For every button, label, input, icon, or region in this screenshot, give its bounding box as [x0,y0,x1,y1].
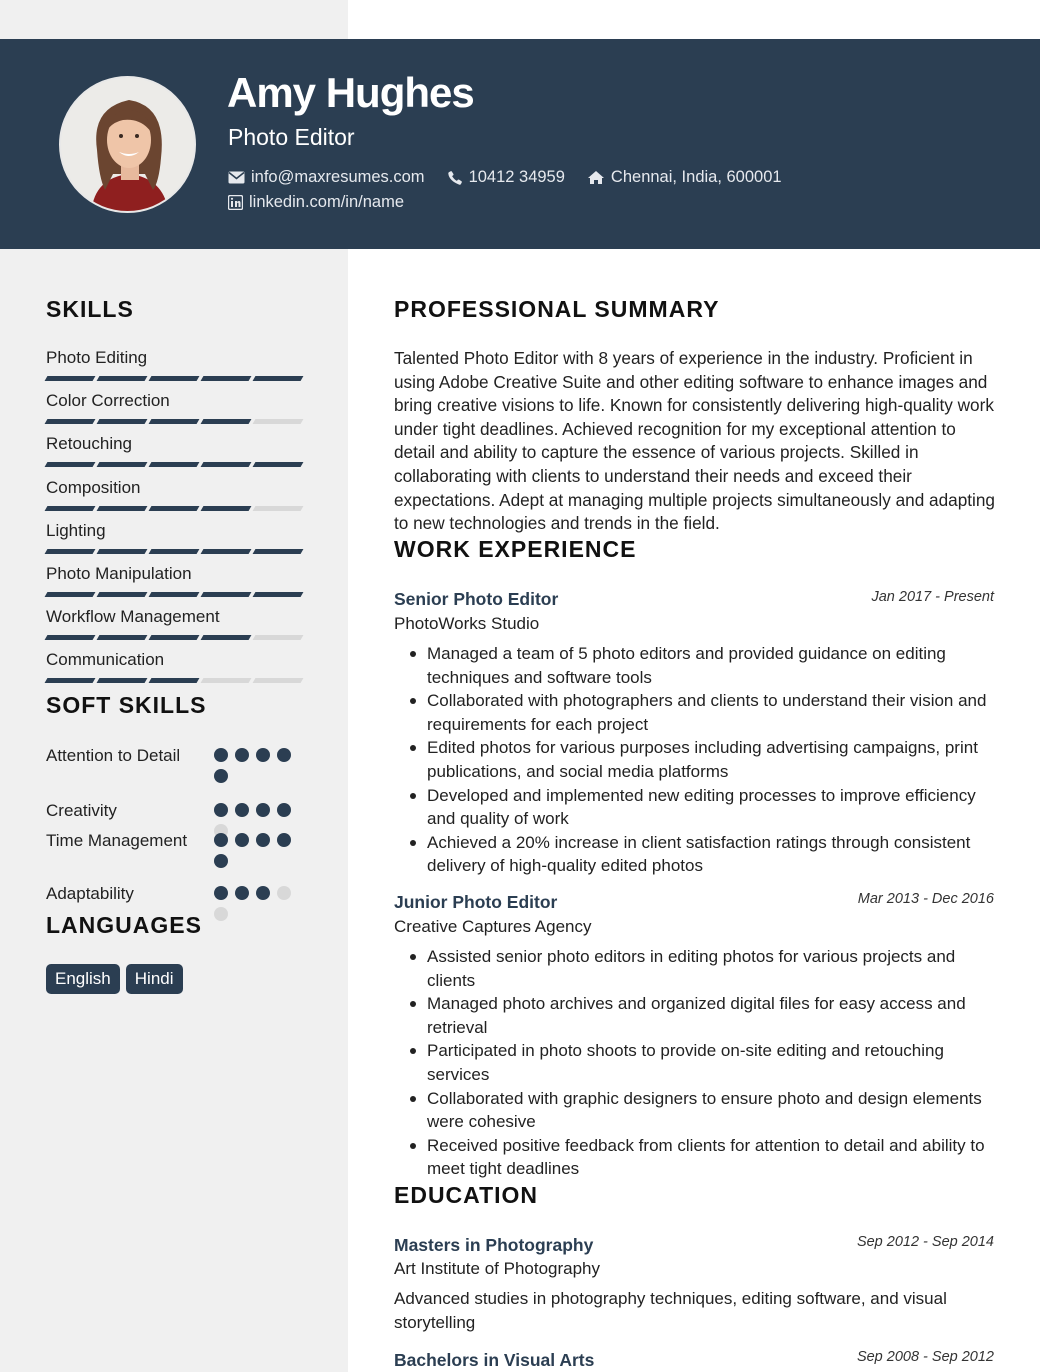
language-tag: Hindi [126,964,183,994]
languages-heading: LANGUAGES [46,912,202,938]
skill-item [46,607,302,640]
skill-level-segment [149,678,200,683]
skill-level-segment [45,506,96,511]
summary-text: Talented Photo Editor with 8 years of experience in the industry. Proficient in using Adobe Creative Suite and other editing software to enhance images and bring creative visions to life. Known for consistently delivering high-quality work under tight deadlines. Achieved recognition for my exceptional attention to detail and ability to capture the essence of various projects. Skilled in collaborating with clients to understand their needs and exceed their expectations. Adept at managing multiple projects simultaneously and adapting to new technologies and trends in the field. [394,348,995,534]
email-text: info@maxresumes.com [251,168,425,186]
school-name: Art Institute of Photography [394,1259,601,1278]
job-bullets [427,642,999,878]
skill-level-segment [201,376,252,381]
bullet-item: Collaborated with photographers and clients to understand their vision and requirements for each project [427,689,999,736]
avatar [59,76,196,213]
skill-item [46,434,302,467]
degree-title: Bachelors in Visual Arts [394,1350,595,1370]
job-title: Senior Photo Editor [394,589,559,609]
skill-level-segment [45,376,96,381]
skill-level-segment [253,376,304,381]
skill-level-segment [253,506,304,511]
skills-heading: SKILLS [46,296,134,322]
skill-level-segment [201,506,252,511]
job-dates: Jan 2017 - Present [871,589,994,605]
candidate-role: Photo Editor [228,124,355,150]
resume-header [0,39,1040,249]
skill-level-segment [201,592,252,597]
skill-item [46,521,302,554]
skill-level-bar [46,419,302,424]
skill-name: Lighting [46,520,106,540]
languages-list [46,964,183,994]
profile-photo [61,78,196,213]
bullet-item: Managed a team of 5 photo editors and provided guidance on editing techniques and software tools [427,642,999,689]
soft-skill-item [46,799,296,823]
job-company: PhotoWorks Studio [394,614,540,633]
skill-level-bar [46,376,302,381]
skill-name: Retouching [46,434,133,454]
skill-level-segment [201,549,252,554]
contact-phone[interactable] [447,168,565,187]
bullet-item: Achieved a 20% increase in client satisfaction ratings through consistent delivery of high-quality edited photos [427,831,999,878]
skill-level-segment [201,635,252,640]
skill-level-segment [253,549,304,554]
skill-level-segment [253,592,304,597]
skill-level-segment [45,462,96,467]
skill-level-bar [46,506,302,511]
job-bullets [427,945,999,1181]
rating-dot [235,886,249,900]
rating-dot [214,854,228,868]
envelope-icon [228,171,245,184]
address-text: Chennai, India, 600001 [610,168,782,186]
phone-text: 10412 34959 [468,168,565,186]
skill-level-bar [46,549,302,554]
soft-skill-item [46,829,296,853]
skill-name: Color Correction [46,391,170,411]
rating-dot [277,748,291,762]
rating-dot [256,748,270,762]
skill-level-segment [45,592,96,597]
contact-row-primary [228,168,804,187]
skill-level-segment [97,506,148,511]
degree-dates: Sep 2008 - Sep 2012 [856,1349,994,1365]
soft-skill-name: Creativity [46,801,117,820]
degree-dates: Sep 2012 - Sep 2014 [856,1234,994,1250]
bullet-item: Collaborated with graphic designers to ensure photo and design elements were cohesive [427,1087,999,1134]
bullet-item: Participated in photo shoots to provide on-site editing and retouching services [427,1039,999,1086]
rating-dot [235,833,249,847]
skill-name: Composition [46,477,141,497]
soft-skill-rating [214,748,294,783]
skill-item [46,391,302,424]
skill-level-bar [46,678,302,683]
soft-skill-item [46,882,296,906]
skill-level-segment [97,635,148,640]
skill-name: Workflow Management [46,607,220,627]
bullet-item: Edited photos for various purposes including advertising campaigns, print publications, and social media platforms [427,736,999,783]
soft-skill-name: Attention to Detail [46,746,181,765]
skill-level-segment [45,419,96,424]
rating-dot [214,907,228,921]
rating-dot [277,833,291,847]
skill-item [46,650,302,683]
skill-level-segment [253,419,304,424]
job-dates: Mar 2013 - Dec 2016 [857,891,994,907]
bullet-item: Managed photo archives and organized digital files for easy access and retrieval [427,992,999,1039]
skill-item [46,348,302,381]
soft-skill-item [46,744,296,768]
job-company: Creative Captures Agency [394,917,592,936]
skill-item [46,478,302,511]
skill-level-segment [149,592,200,597]
contact-linkedin[interactable] [228,193,404,212]
skill-level-segment [97,678,148,683]
skill-level-bar [46,462,302,467]
skill-level-segment [45,678,96,683]
soft-skills-heading: SOFT SKILLS [46,692,207,718]
skill-level-segment [253,635,304,640]
skill-level-segment [253,678,304,683]
skill-level-segment [201,678,252,683]
skill-level-segment [149,462,200,467]
soft-skill-rating [214,886,294,921]
skill-level-segment [201,419,252,424]
contact-address [587,168,782,187]
skill-level-segment [149,376,200,381]
soft-skill-name: Adaptability [46,884,134,903]
skill-level-segment [253,462,304,467]
skill-level-segment [97,419,148,424]
skill-level-segment [149,549,200,554]
rating-dot [277,886,291,900]
skill-level-segment [149,506,200,511]
skill-level-segment [97,462,148,467]
skill-level-segment [149,635,200,640]
soft-skill-name: Time Management [46,831,188,850]
degree-description: Advanced studies in photography techniques, editing software, and visual storytelling [394,1289,947,1332]
rating-dot [214,748,228,762]
soft-skill-rating [214,833,294,868]
skill-name: Communication [46,650,165,670]
phone-icon [447,170,463,186]
bullet-item: Assisted senior photo editors in editing photos for various projects and clients [427,945,999,992]
linkedin-text: linkedin.com/in/name [249,193,404,211]
rating-dot [235,803,249,817]
rating-dot [256,886,270,900]
candidate-name: Amy Hughes [227,69,474,116]
education-heading: EDUCATION [394,1182,539,1208]
bullet-item: Developed and implemented new editing processes to improve efficiency and quality of work [427,784,999,831]
skill-level-segment [201,462,252,467]
skill-level-segment [97,376,148,381]
rating-dot [214,769,228,783]
rating-dot [214,833,228,847]
rating-dot [214,886,228,900]
contact-row-secondary [228,193,426,212]
skill-item [46,564,302,597]
language-tag: English [46,964,120,994]
job-title: Junior Photo Editor [394,892,558,912]
linkedin-icon [228,195,243,210]
skill-level-segment [97,549,148,554]
bullet-item: Received positive feedback from clients for attention to detail and ability to meet tight deadlines [427,1134,999,1181]
skill-name: Photo Manipulation [46,564,192,583]
work-heading: WORK EXPERIENCE [394,536,637,562]
skill-level-segment [45,549,96,554]
skill-level-segment [45,635,96,640]
degree-title: Masters in Photography [394,1235,594,1255]
skill-level-bar [46,635,302,640]
skill-level-bar [46,592,302,597]
rating-dot [256,803,270,817]
contact-email[interactable] [228,168,425,187]
home-icon [587,170,605,185]
summary-heading: PROFESSIONAL SUMMARY [394,296,720,322]
rating-dot [277,803,291,817]
rating-dot [214,803,228,817]
skill-name: Photo Editing [46,348,148,367]
skill-level-segment [97,592,148,597]
rating-dot [235,748,249,762]
rating-dot [256,833,270,847]
skill-level-segment [149,419,200,424]
